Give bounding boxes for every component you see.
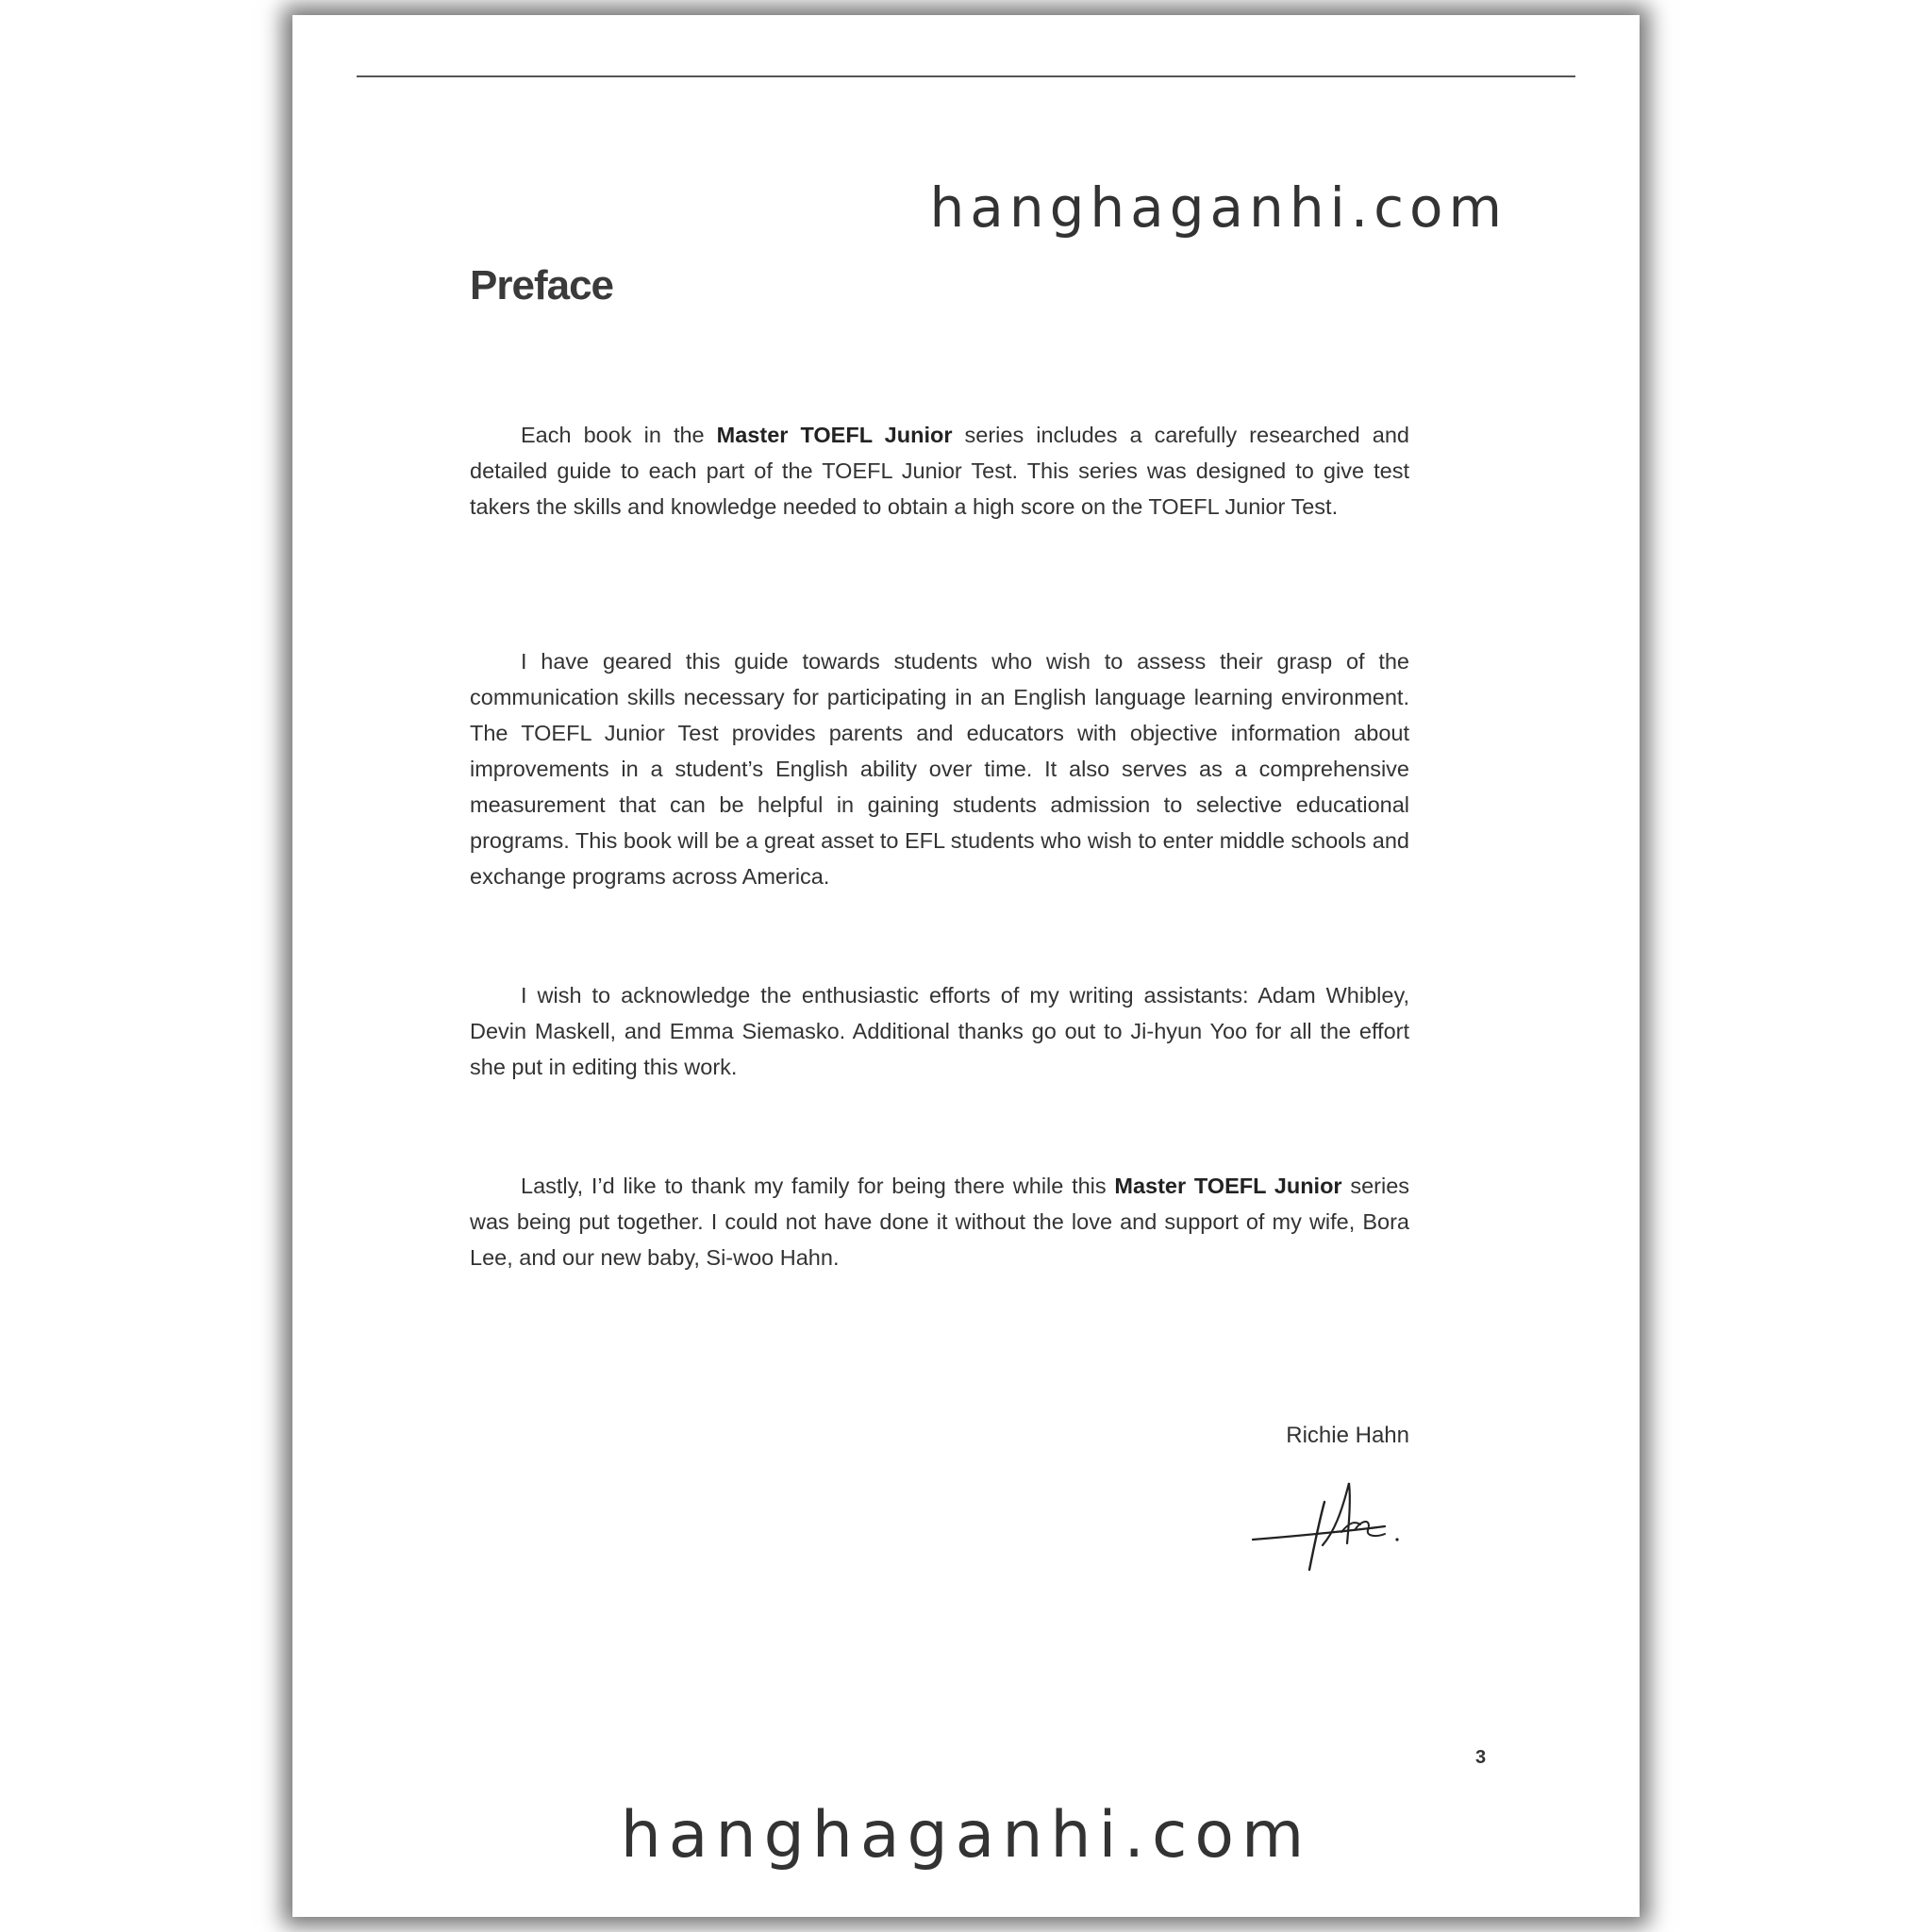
- author-name: Richie Hahn: [1286, 1423, 1409, 1448]
- paragraph-4-after: series was being put together. I could not have done it without the love and support of my wife, Bora Lee, and our new baby, Si-woo Hahn.: [470, 1174, 1410, 1270]
- paragraph-1-after: series includes a carefully researched and detailed guide to each part of the TOEFL Junior Test. This series was designed to give test takers the skills and knowledge needed to obtain a high score on the TOEFL Junior Test.: [470, 423, 1409, 519]
- paragraph-2: [470, 643, 1409, 894]
- watermark-bottom: hanghaganhi.com: [620, 1798, 1312, 1873]
- signature-icon: [1243, 1475, 1432, 1579]
- paragraph-1-bold: Master TOEFL Junior: [716, 423, 953, 447]
- watermark-top: hanghaganhi.com: [929, 175, 1507, 240]
- document-page: [292, 15, 1640, 1917]
- paragraph-2-text: I have geared this guide towards students who wish to assess their grasp of the communication skills necessary for participating in an English language learning environment. The TOEFL Junior Test provides parents and educators with objective information about improvements in a student’s English ability over time. It also serves as a comprehensive measurement that can be helpful in gaining students admission to selective educational programs. This book will be a great asset to EFL students who wish to enter middle schools and exchange programs across America.: [470, 649, 1409, 889]
- paragraph-1: [470, 417, 1409, 525]
- paragraph-1-before: Each book in the: [521, 423, 717, 447]
- paragraph-3: [470, 977, 1409, 1085]
- paragraph-4-bold: Master TOEFL Junior: [1114, 1174, 1342, 1198]
- header-rule: [357, 75, 1575, 77]
- page-title: Preface: [470, 262, 614, 308]
- paragraph-4: [470, 1168, 1409, 1275]
- paragraph-3-text: I wish to acknowledge the enthusiastic efforts of my writing assistants: Adam Whibley, Devin Maskell, and Emma Siemasko. Additional thanks go out to Ji-hyun Yoo for all the effort she put in editing this work.: [470, 983, 1409, 1079]
- page-number: 3: [1475, 1747, 1487, 1768]
- paragraph-4-before: Lastly, I’d like to thank my family for being there while this: [521, 1174, 1115, 1198]
